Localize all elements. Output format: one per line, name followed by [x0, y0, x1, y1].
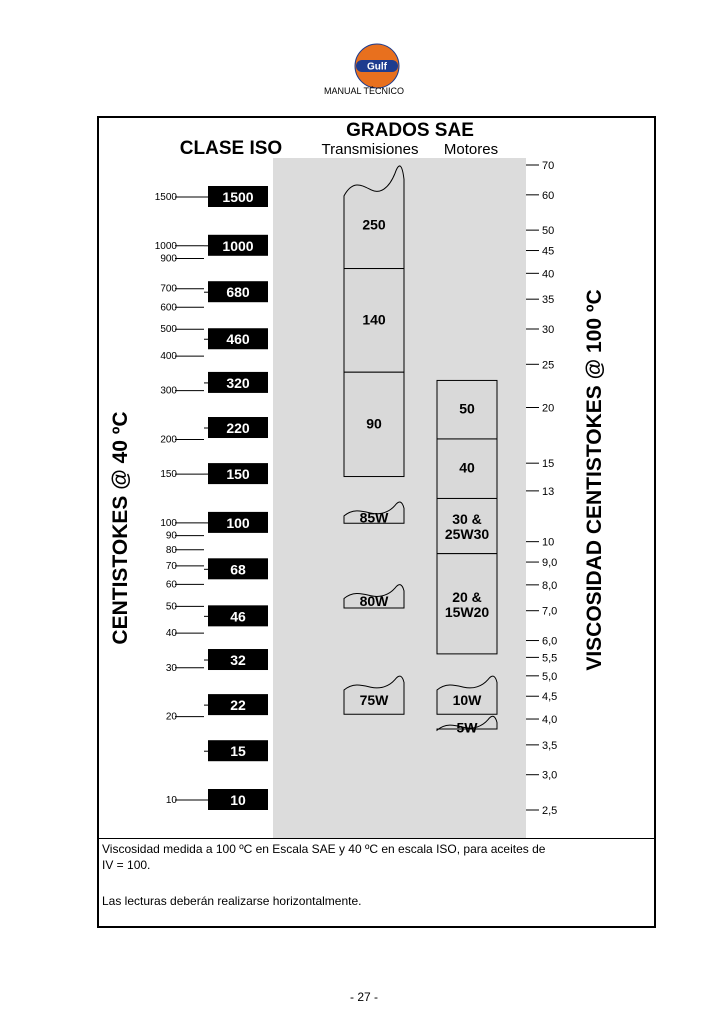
iso-label-5: 220	[226, 420, 250, 437]
left-axis-label: CENTISTOKES @ 40 ºC	[109, 411, 132, 645]
iso-label-10: 32	[230, 652, 246, 669]
iso-label-8: 68	[230, 561, 246, 578]
right-tick-label-6: 30	[542, 324, 555, 337]
engine-label-5: 5W	[456, 719, 478, 736]
left-tick-label-10: 100	[160, 517, 177, 529]
engine-label2-2: 25W30	[444, 526, 490, 543]
left-tick-label-5: 500	[160, 324, 177, 336]
left-tick-label-18: 20	[165, 711, 177, 723]
left-tick-label-1: 1000	[154, 240, 177, 252]
right-tick-label-5: 35	[542, 294, 555, 307]
sae-title: GRADOS SAE	[346, 120, 474, 141]
iso-label-1: 1000	[222, 237, 254, 254]
iso-label-13: 10	[230, 792, 246, 808]
left-tick-label-2: 900	[160, 253, 177, 265]
transmission-label-5: 75W	[359, 691, 389, 708]
transmissions-header: Transmisiones	[321, 141, 419, 158]
right-tick-label-1: 60	[542, 189, 555, 202]
brand-text: Gulf	[367, 61, 387, 73]
left-tick-label-14: 60	[165, 579, 177, 591]
left-tick-label-17: 30	[165, 662, 177, 674]
engine-label-3: 20 &	[452, 588, 482, 605]
engine-label-1: 40	[459, 459, 475, 476]
right-tick-label-16: 5,5	[542, 652, 558, 665]
engine-label2-3: 15W20	[444, 603, 490, 620]
left-tick-label-15: 50	[165, 601, 177, 613]
engines-header: Motores	[443, 141, 499, 158]
right-tick-label-13: 8,0	[542, 579, 558, 592]
left-tick-label-3: 700	[160, 283, 177, 295]
left-tick-label-7: 300	[160, 385, 177, 397]
left-tick-label-19: 10	[165, 795, 177, 806]
right-tick-label-18: 4,5	[542, 691, 558, 704]
left-tick-label-12: 80	[165, 544, 177, 556]
right-tick-label-12: 9,0	[542, 557, 558, 570]
caption-line-1: Viscosidad medida a 100 ºC en Escala SAE y 40 ºC en escala ISO, para aceites de	[102, 842, 546, 856]
viscosity-chart	[99, 118, 654, 838]
header-subtitle: MANUAL TÉCNICO	[323, 86, 404, 96]
transmission-label-4: 80W	[359, 593, 389, 610]
right-tick-label-7: 25	[542, 359, 555, 372]
right-tick-label-3: 45	[542, 245, 555, 258]
left-tick-label-13: 70	[165, 560, 177, 572]
right-tick-label-9: 15	[542, 458, 555, 471]
left-tick-label-0: 1500	[154, 192, 177, 203]
left-tick-label-16: 40	[165, 628, 177, 640]
caption-line-3: Las lecturas deberán realizarse horizontalmente.	[102, 894, 362, 908]
iso-label-12: 15	[230, 743, 246, 760]
iso-label-7: 100	[226, 514, 250, 531]
iso-title: CLASE ISO	[179, 138, 283, 159]
iso-label-3: 460	[226, 331, 250, 348]
right-axis-label: VISCOSIDAD CENTISTOKES @ 100 ºC	[583, 289, 606, 671]
left-tick-label-9: 150	[160, 469, 177, 481]
right-tick-label-19: 4,0	[542, 714, 558, 727]
right-tick-label-8: 20	[542, 402, 555, 415]
page-number: - 27 -	[349, 990, 378, 1004]
left-tick-label-4: 600	[160, 302, 177, 314]
right-tick-label-2: 50	[542, 225, 555, 238]
engine-label-4: 10W	[452, 691, 482, 708]
right-tick-label-21: 3,0	[542, 769, 558, 782]
transmission-label-0: 250	[362, 216, 386, 233]
right-tick-label-15: 6,0	[542, 635, 558, 648]
right-tick-label-14: 7,0	[542, 605, 558, 618]
left-tick-label-8: 200	[160, 434, 177, 446]
left-tick-label-11: 90	[165, 530, 177, 542]
transmission-label-3: 85W	[359, 509, 389, 526]
iso-label-9: 46	[230, 608, 246, 625]
gulf-logo	[354, 43, 400, 89]
right-tick-label-20: 3,5	[542, 739, 558, 752]
engine-label-2: 30 &	[452, 511, 482, 528]
iso-label-6: 150	[226, 466, 250, 483]
right-tick-label-11: 10	[542, 536, 555, 549]
right-tick-label-22: 2,5	[542, 805, 558, 817]
iso-label-2: 680	[226, 284, 250, 301]
transmission-label-2: 90	[366, 415, 382, 432]
right-tick-label-17: 5,0	[542, 670, 558, 683]
iso-label-0: 1500	[222, 189, 254, 205]
iso-label-4: 320	[226, 374, 250, 391]
transmission-label-1: 140	[362, 311, 386, 328]
caption-box	[99, 838, 654, 927]
right-tick-label-10: 13	[542, 485, 555, 498]
left-tick-label-6: 400	[160, 351, 177, 363]
right-tick-label-4: 40	[542, 268, 555, 281]
engine-label-0: 50	[459, 400, 475, 417]
right-tick-label-0: 70	[542, 160, 555, 172]
caption-line-2: IV = 100.	[102, 858, 151, 872]
iso-label-11: 22	[230, 697, 246, 714]
